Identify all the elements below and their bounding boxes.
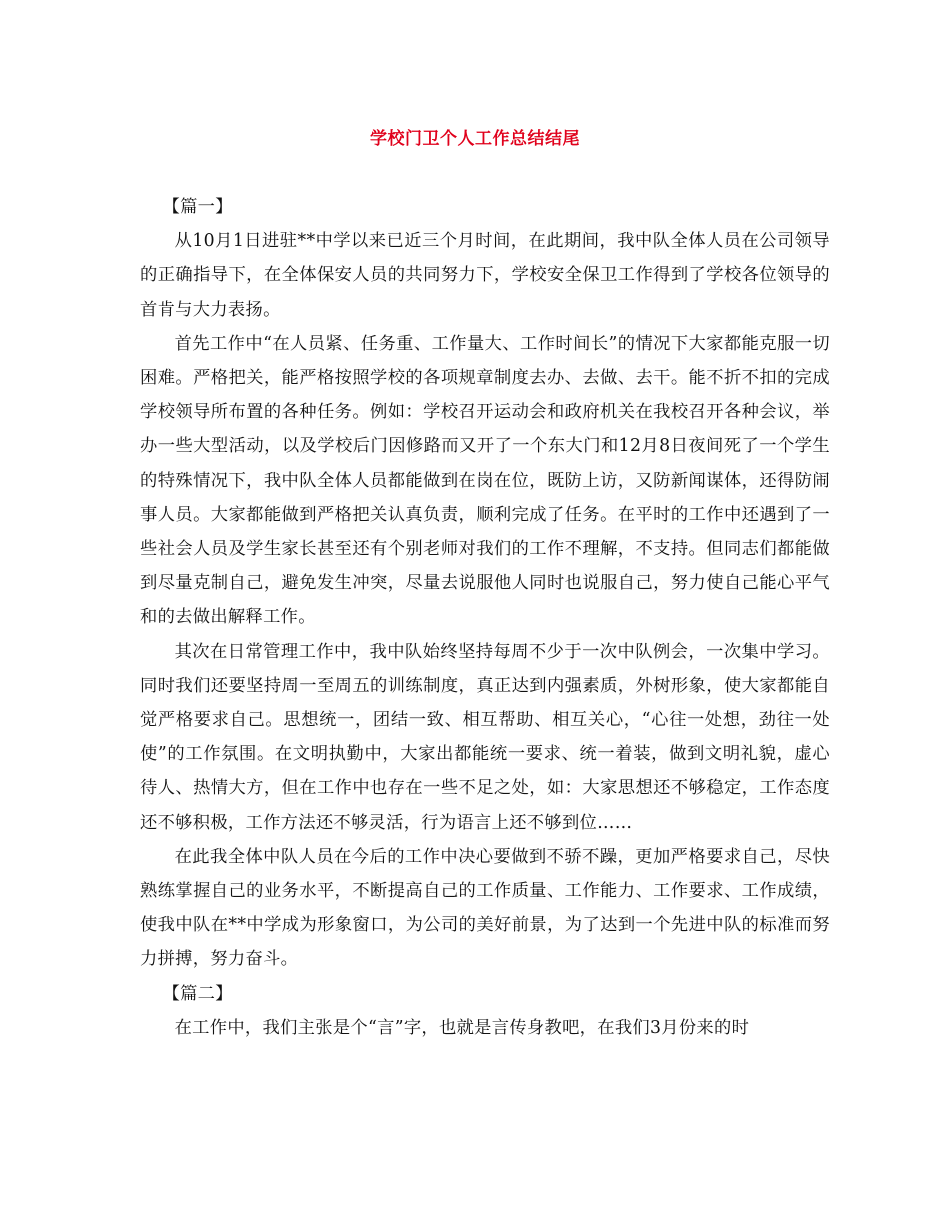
paragraph: 其次在日常管理工作中，我中队始终坚持每周不少于一次中队例会，一次集中学习。同时我们还要坚持周一至周五的训练制度，真正达到内强素质，外树形象，使大家都能自觉严格要求自己。思想统一，团结一致、相互帮助、相互关心，“心往一处想，劲往一处使”的工作氛围。在文明执勤中，大家出都能统一要求、统一着装，做到文明礼貌，虚心待人、热情大方，但在工作中也存在一些不足之处，如：大家思想还不够稳定，工作态度还不够积极，工作方法还不够灵活，行为语言上还不够到位…… — [140, 641, 830, 833]
section-heading-1: 【篇一】 — [162, 197, 233, 217]
document-body — [140, 190, 830, 1045]
paragraph: 在工作中，我们主张是个“言”字，也就是言传身教吧，在我们3月份来的时 — [174, 1017, 750, 1038]
paragraph: 首先工作中“在人员紧、任务重、工作量大、工作时间长”的情况下大家都能克服一切困难。严格把关，能严格按照学校的各项规章制度去办、去做、去干。能不折不扣的完成学校领导所布置的各种任务。例如：学校召开运动会和政府机关在我校召开各种会议，举办一些大型活动，以及学校后门因修路而又开了一个东大门和12月8日夜间死了一个学生的特殊情况下，我中队全体人员都能做到在岗在位，既防上访，又防新闻谋体，还得防闹事人员。大家都能做到严格把关认真负责，顺利完成了任务。在平时的工作中还遇到了一些社会人员及学生家长甚至还有个别老师对我们的工作不理解，不支持。但同志们都能做到尽量克制自己，避免发生冲突，尽量去说服他人同时也说服自己，努力使自己能心平气和的去做出解释工作。 — [140, 333, 830, 628]
paragraph: 在此我全体中队人员在今后的工作中决心要做到不骄不躁，更加严格要求自己，尽快熟练掌握自己的业务水平，不断提高自己的工作质量、工作能力、工作要求、工作成绩，使我中队在**中学成为形象窗口，为公司的美好前景，为了达到一个先进中队的标准而努力拼搏，努力奋斗。 — [140, 846, 830, 970]
section-heading-2: 【篇二】 — [162, 983, 233, 1004]
paragraph: 从10月1日进驻**中学以来已近三个月时间，在此期间，我中队全体人员在公司领导的正确指导下，在全体保安人员的共同努力下，学校安全保卫工作得到了学校各位领导的首肯与大力表扬。 — [140, 231, 830, 320]
document-title: 学校门卫个人工作总结结尾 — [370, 129, 580, 149]
